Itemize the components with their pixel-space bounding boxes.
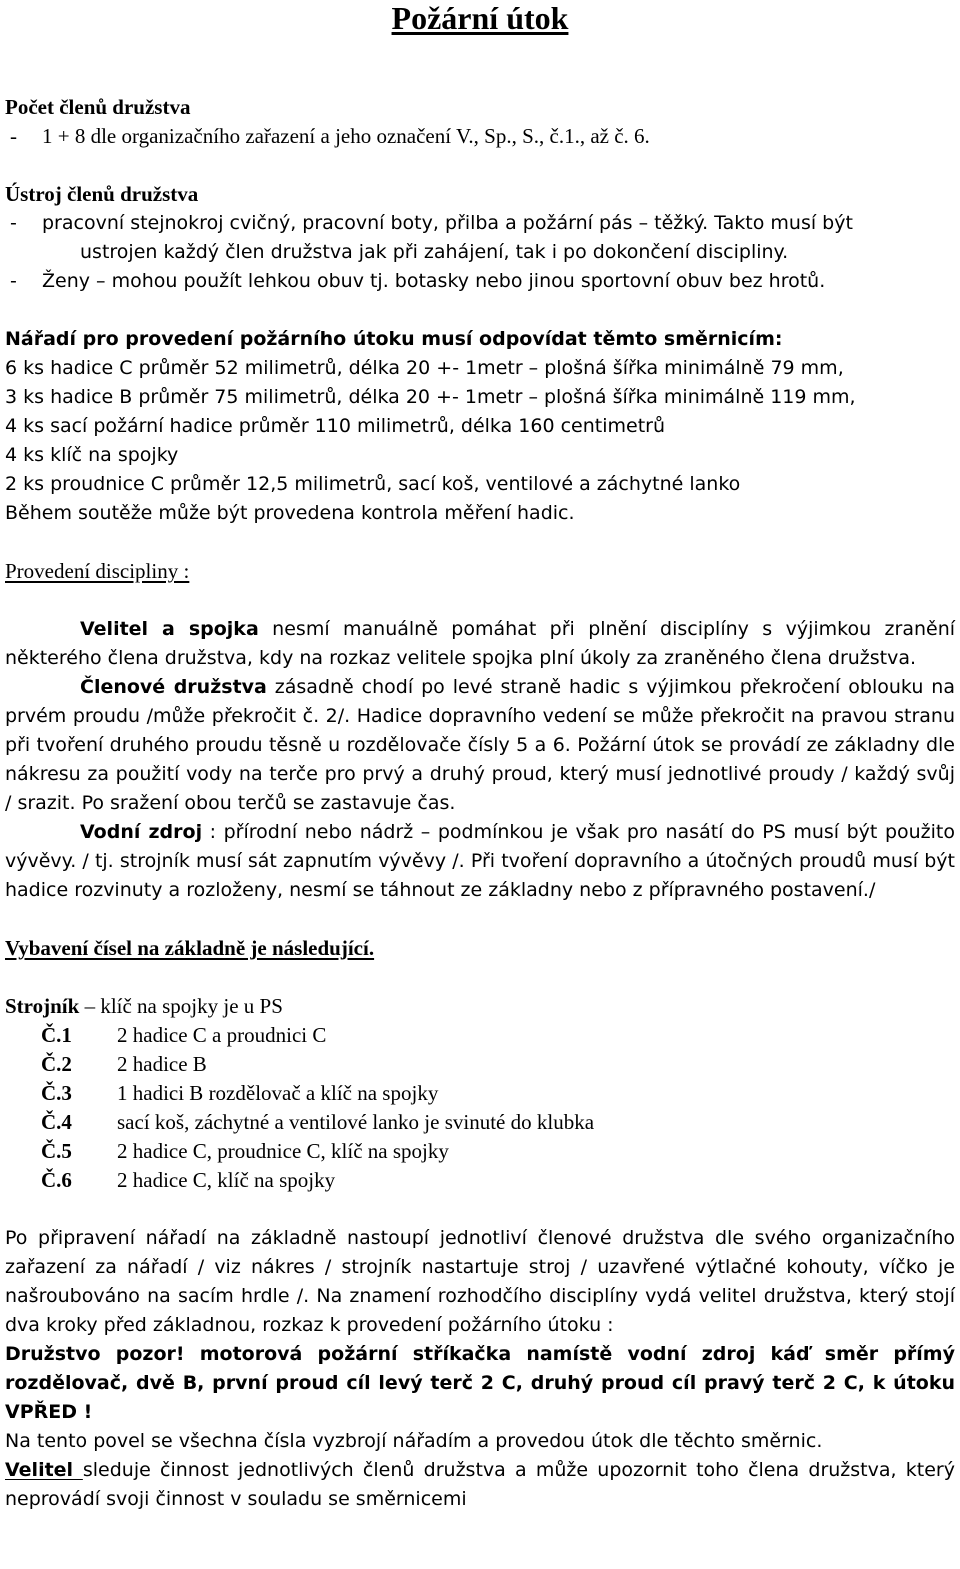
tools-line: 4 ks klíč na spojky bbox=[5, 444, 179, 466]
page-title: Požární útok bbox=[391, 0, 569, 36]
equipment-row: Č.5 2 hadice C, proudnice C, klíč na spojky bbox=[41, 1139, 449, 1163]
tools-heading: Nářadí pro provedení požárního útoku musí odpovídat těmto směrnicím: bbox=[5, 328, 783, 350]
equipment-list bbox=[5, 1021, 955, 1195]
closing-paragraph-2: Na tento povel se všechna čísla vyzbrojí nářadím a provedou útok dle těchto směrnic. bbox=[5, 1430, 823, 1452]
uniform-item-2: - Ženy – mohou použít lehkou obuv tj. botasky nebo jinou sportovní obuv bez hrotů. bbox=[10, 270, 826, 292]
execution-paragraph-3: Vodní zdroj : přírodní nebo nádrž – podmínkou je však pro nasátí do PS musí být použito vývěvy. / tj. strojník musí sát zapnutím vývěvy /. Při tvoření dopravního a útočných proudů musí být hadice rozvinuty a rozloženy, nesmí se táhnout ze základny nebo z přípravného postavení./ bbox=[5, 821, 955, 901]
tools-line: 4 ks sací požární hadice průměr 110 milimetrů, délka 160 centimetrů bbox=[5, 415, 665, 437]
equipment-row: Č.1 2 hadice C a proudnici C bbox=[41, 1023, 327, 1047]
uniform-heading: Ústroj členů družstva bbox=[5, 182, 199, 206]
equipment-heading: Vybavení čísel na základně je následující. bbox=[5, 936, 375, 960]
closing-section bbox=[5, 1224, 955, 1514]
members-heading: Počet členů družstva bbox=[5, 95, 191, 119]
members-item: - 1 + 8 dle organizačního zařazení a jeho označení V., Sp., S., č.1., až č. 6. bbox=[10, 124, 650, 148]
execution-paragraph-1: Velitel a spojka nesmí manuálně pomáhat při plnění disciplíny s výjimkou zranění některého člena družstva, kdy na rozkaz velitele spojka plní úkoly za zraněného člena družstva. bbox=[5, 618, 956, 669]
tools-line: Během soutěže může být provedena kontrola měření hadic. bbox=[5, 502, 575, 524]
uniform-item-1-cont: ustrojen každý člen družstva jak při zahájení, tak i po dokončení discipliny. bbox=[80, 241, 789, 263]
execution-heading: Provedení discipliny : bbox=[5, 559, 190, 583]
equipment-row: Č.3 1 hadici B rozdělovač a klíč na spojky bbox=[41, 1081, 439, 1105]
machinist-line: Strojník – klíč na spojky je u PS bbox=[5, 994, 283, 1018]
uniform-item-1: - pracovní stejnokroj cvičný, pracovní boty, přilba a požární pás – těžký. Takto musí být bbox=[10, 212, 853, 234]
closing-paragraph-1: Po připravení nářadí na základně nastoupí jednotliví členové družstva dle svého organizačního zařazení za nářadí / viz nákres / strojník nastartuje stroj / uzavřené výtlačné kohouty, víčko je našroubováno na sacím hrdle /. Na znamení rozhodčího disciplíny vydá velitel družstva, který stojí dva kroky před základnou, rozkaz k provedení požárního útoku : bbox=[5, 1227, 955, 1336]
tools-section bbox=[5, 325, 955, 528]
document-page bbox=[5, 0, 955, 1514]
attack-command: Družstvo pozor! motorová požární stříkačka namístě vodní zdroj káď směr přímý rozdělovač, dvě B, první proud cíl levý terč 2 C, druhý proud cíl pravý terč 2 C, k útoku VPŘED ! bbox=[5, 1343, 955, 1423]
equipment-row: Č.4 sací koš, záchytné a ventilové lanko je svinuté do klubka bbox=[41, 1110, 595, 1134]
execution-text bbox=[5, 615, 955, 905]
tools-line: 2 ks proudnice C průměr 12,5 milimetrů, sací koš, ventilové a záchytné lanko bbox=[5, 473, 741, 495]
execution-paragraph-2: Členové družstva zásadně chodí po levé straně hadic s výjimkou překročení oblouku na prvém proudu /může překročit č. 2/. Hadice dopravního vedení se může překročit na pravou stranu při tvoření druhého proudu těsně u rozdělovače čísly 5 a 6. Požární útok se provádí ze základny dle nákresu za použití vody na terče pro prvý a druhý proud, který musí jednotlivé proudy / každý svůj / srazit. Po sražení obou terčů se zastavuje čas. bbox=[5, 676, 955, 814]
tools-line: 3 ks hadice B průměr 75 milimetrů, délka 20 +- 1metr – plošná šířka minimálně 119 mm, bbox=[5, 386, 856, 408]
uniform-list bbox=[5, 209, 955, 296]
equipment-row: Č.2 2 hadice B bbox=[41, 1052, 207, 1076]
tools-line: 6 ks hadice C průměr 52 milimetrů, délka 20 +- 1metr – plošná šířka minimálně 79 mm, bbox=[5, 357, 844, 379]
equipment-row: Č.6 2 hadice C, klíč na spojky bbox=[41, 1168, 336, 1192]
closing-paragraph-3: Velitel sleduje činnost jednotlivých členů družstva a může upozornit toho člena družstva, který neprovádí svoji činnost v souladu se směrnicemi bbox=[5, 1459, 955, 1510]
